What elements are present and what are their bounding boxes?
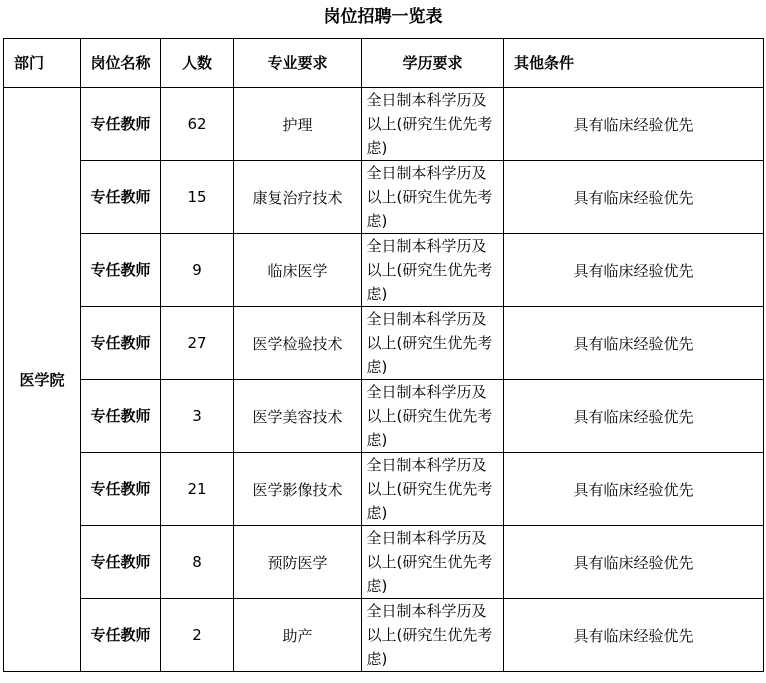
position-text: 专任教师 — [90, 334, 151, 352]
major-cell: 助产 — [234, 599, 362, 672]
header-count: 人数 — [161, 39, 234, 88]
recruitment-table — [3, 38, 764, 672]
table-row — [4, 161, 764, 234]
count-cell: 8 — [161, 526, 234, 599]
count-cell: 2 — [161, 599, 234, 672]
other-cell: 具有临床经验优先 — [504, 307, 764, 380]
education-text: 全日制本科学历及以上(研究生优先考虑) — [366, 529, 493, 595]
table-row — [4, 526, 764, 599]
other-cell: 具有临床经验优先 — [504, 161, 764, 234]
position-cell — [81, 453, 161, 526]
major-cell: 护理 — [234, 88, 362, 161]
count-cell: 3 — [161, 380, 234, 453]
education-text: 全日制本科学历及以上(研究生优先考虑) — [366, 310, 493, 376]
major-cell: 临床医学 — [234, 234, 362, 307]
other-cell: 具有临床经验优先 — [504, 526, 764, 599]
position-text: 专任教师 — [90, 553, 151, 571]
table-row — [4, 234, 764, 307]
education-cell — [362, 380, 504, 453]
position-text: 专任教师 — [90, 188, 151, 206]
education-cell — [362, 453, 504, 526]
page-title: 岗位招聘一览表 — [323, 7, 443, 27]
education-cell — [362, 161, 504, 234]
major-cell: 预防医学 — [234, 526, 362, 599]
other-cell: 具有临床经验优先 — [504, 234, 764, 307]
table-header-row — [4, 39, 764, 88]
count-cell: 62 — [161, 88, 234, 161]
position-cell — [81, 599, 161, 672]
education-text: 全日制本科学历及以上(研究生优先考虑) — [366, 237, 493, 303]
position-cell — [81, 307, 161, 380]
position-text: 专任教师 — [90, 115, 151, 133]
count-cell: 9 — [161, 234, 234, 307]
table-row — [4, 88, 764, 161]
department-cell: 医学院 — [4, 88, 81, 672]
table-row — [4, 599, 764, 672]
major-cell: 康复治疗技术 — [234, 161, 362, 234]
header-other: 其他条件 — [504, 39, 764, 88]
education-text: 全日制本科学历及以上(研究生优先考虑) — [366, 456, 493, 522]
table-row — [4, 453, 764, 526]
header-department: 部门 — [4, 39, 81, 88]
education-cell — [362, 88, 504, 161]
education-text: 全日制本科学历及以上(研究生优先考虑) — [366, 602, 493, 668]
header-major: 专业要求 — [234, 39, 362, 88]
table-body — [4, 88, 764, 672]
count-cell: 15 — [161, 161, 234, 234]
education-text: 全日制本科学历及以上(研究生优先考虑) — [366, 383, 493, 449]
education-cell — [362, 526, 504, 599]
position-text: 专任教师 — [90, 626, 151, 644]
header-education: 学历要求 — [362, 39, 504, 88]
major-cell: 医学检验技术 — [234, 307, 362, 380]
major-cell: 医学影像技术 — [234, 453, 362, 526]
position-text: 专任教师 — [90, 407, 151, 425]
position-cell — [81, 234, 161, 307]
education-text: 全日制本科学历及以上(研究生优先考虑) — [366, 164, 493, 230]
position-cell — [81, 380, 161, 453]
table-row — [4, 380, 764, 453]
position-text: 专任教师 — [90, 480, 151, 498]
other-cell: 具有临床经验优先 — [504, 88, 764, 161]
education-text: 全日制本科学历及以上(研究生优先考虑) — [366, 91, 493, 157]
count-cell: 27 — [161, 307, 234, 380]
other-cell: 具有临床经验优先 — [504, 453, 764, 526]
education-cell — [362, 234, 504, 307]
position-cell — [81, 526, 161, 599]
education-cell — [362, 307, 504, 380]
position-cell — [81, 161, 161, 234]
major-cell: 医学美容技术 — [234, 380, 362, 453]
position-cell — [81, 88, 161, 161]
table-row — [4, 307, 764, 380]
other-cell: 具有临床经验优先 — [504, 380, 764, 453]
education-cell — [362, 599, 504, 672]
header-position: 岗位名称 — [81, 39, 161, 88]
other-cell: 具有临床经验优先 — [504, 599, 764, 672]
count-cell: 21 — [161, 453, 234, 526]
position-text: 专任教师 — [90, 261, 151, 279]
